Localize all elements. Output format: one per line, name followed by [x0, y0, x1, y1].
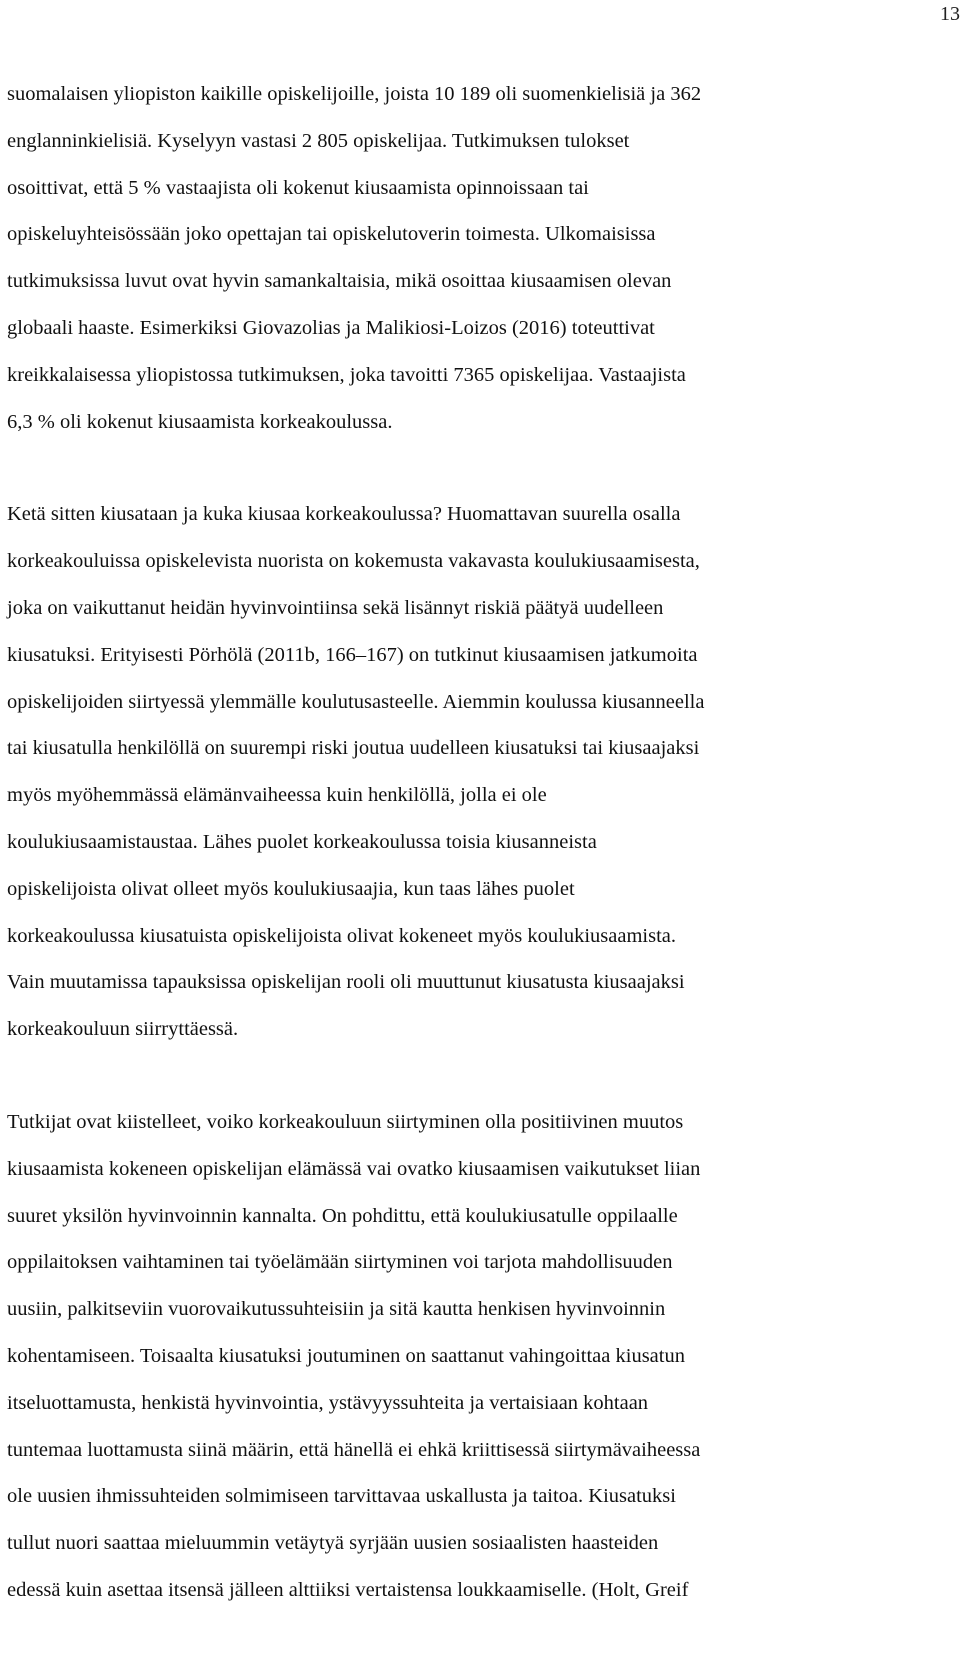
- text-line: edessä kuin asettaa itsensä jälleen alttiiksi vertaistensa loukkaamiselle. (Holt, Greif: [7, 1578, 689, 1601]
- text-line: kiusaamista kokeneen opiskelijan elämässä vai ovatko kiusaamisen vaikutukset liian: [7, 1157, 701, 1180]
- text-line: opiskeluyhteisössään joko opettajan tai opiskelutoverin toimesta. Ulkomaisissa: [7, 223, 656, 246]
- text-line: itseluottamusta, henkistä hyvinvointia, ystävyyssuhteita ja vertaisiaan kohtaan: [7, 1391, 649, 1414]
- text-line: tullut nuori saattaa mieluummin vetäytyä syrjään uusien sosiaalisten haasteiden: [7, 1532, 659, 1555]
- text-line: korkeakoulussa kiusatuista opiskelijoista olivat kokeneet myös koulukiusaamista.: [7, 924, 676, 947]
- text-line: Tutkijat ovat kiistelleet, voiko korkeakouluun siirtyminen olla positiivinen muutos: [7, 1110, 684, 1133]
- text-line: joka on vaikuttanut heidän hyvinvointiinsa sekä lisännyt riskiä päätyä uudelleen: [7, 596, 664, 619]
- text-line: Vain muutamissa tapauksissa opiskelijan rooli oli muuttunut kiusatusta kiusaajaksi: [7, 971, 685, 994]
- text-line: tuntemaa luottamusta siinä määrin, että hänellä ei ehkä kriittisessä siirtymävaiheessa: [7, 1438, 701, 1461]
- text-line: ole uusien ihmissuhteiden solmimiseen tarvittavaa uskallusta ja taitoa. Kiusatuksi: [7, 1485, 676, 1508]
- text-line: 6,3 % oli kokenut kiusaamista korkeakoulussa.: [7, 410, 393, 433]
- text-line: Ketä sitten kiusataan ja kuka kiusaa korkeakoulussa? Huomattavan suurella osalla: [7, 503, 681, 526]
- text-line: korkeakouluissa opiskelevista nuorista on kokemusta vakavasta koulukiusaamisesta,: [7, 550, 700, 573]
- text-line: tai kiusatulla henkilöllä on suurempi riski joutua uudelleen kiusatuksi tai kiusaajaksi: [7, 737, 700, 760]
- page-number: 13: [940, 3, 960, 25]
- text-line: kiusatuksi. Erityisesti Pörhölä (2011b, 166–167) on tutkinut kiusaamisen jatkumoita: [7, 643, 698, 666]
- paragraph-1: [7, 71, 952, 445]
- body-text: [7, 71, 952, 1614]
- text-line: koulukiusaamistaustaa. Lähes puolet korkeakoulussa toisia kiusanneista: [7, 830, 597, 853]
- text-line: osoittivat, että 5 % vastaajista oli kokenut kiusaamista opinnoissaan tai: [7, 176, 589, 199]
- text-line: kreikkalaisessa yliopistossa tutkimuksen, joka tavoitti 7365 opiskelijaa. Vastaajista: [7, 363, 686, 386]
- text-line: englanninkielisiä. Kyselyyn vastasi 2 805 opiskelijaa. Tutkimuksen tulokset: [7, 129, 630, 152]
- text-line: myös myöhemmässä elämänvaiheessa kuin henkilöllä, jolla ei ole: [7, 784, 547, 807]
- text-line: suuret yksilön hyvinvoinnin kannalta. On pohdittu, että koulukiusatulle oppilaalle: [7, 1204, 678, 1227]
- text-line: uusiin, palkitseviin vuorovaikutussuhteisiin ja sitä kautta henkisen hyvinvoinnin: [7, 1298, 666, 1321]
- text-line: opiskelijoiden siirtyessä ylemmälle koulutusasteelle. Aiemmin koulussa kiusanneella: [7, 690, 705, 713]
- text-line: tutkimuksissa luvut ovat hyvin samankaltaisia, mikä osoittaa kiusaamisen olevan: [7, 270, 672, 293]
- paragraph-2: [7, 491, 952, 1053]
- text-line: oppilaitoksen vaihtaminen tai työelämään siirtyminen voi tarjota mahdollisuuden: [7, 1251, 673, 1274]
- text-line: suomalaisen yliopiston kaikille opiskelijoille, joista 10 189 oli suomenkielisiä ja 362: [7, 83, 702, 105]
- paragraph-3: [7, 1099, 952, 1614]
- text-line: korkeakouluun siirryttäessä.: [7, 1018, 239, 1041]
- text-line: kohentamiseen. Toisaalta kiusatuksi joutuminen on saattanut vahingoittaa kiusatun: [7, 1344, 685, 1367]
- text-line: opiskelijoista olivat olleet myös koulukiusaajia, kun taas lähes puolet: [7, 877, 575, 900]
- text-line: globaali haaste. Esimerkiksi Giovazolias ja Malikiosi-Loizos (2016) toteuttivat: [7, 316, 655, 339]
